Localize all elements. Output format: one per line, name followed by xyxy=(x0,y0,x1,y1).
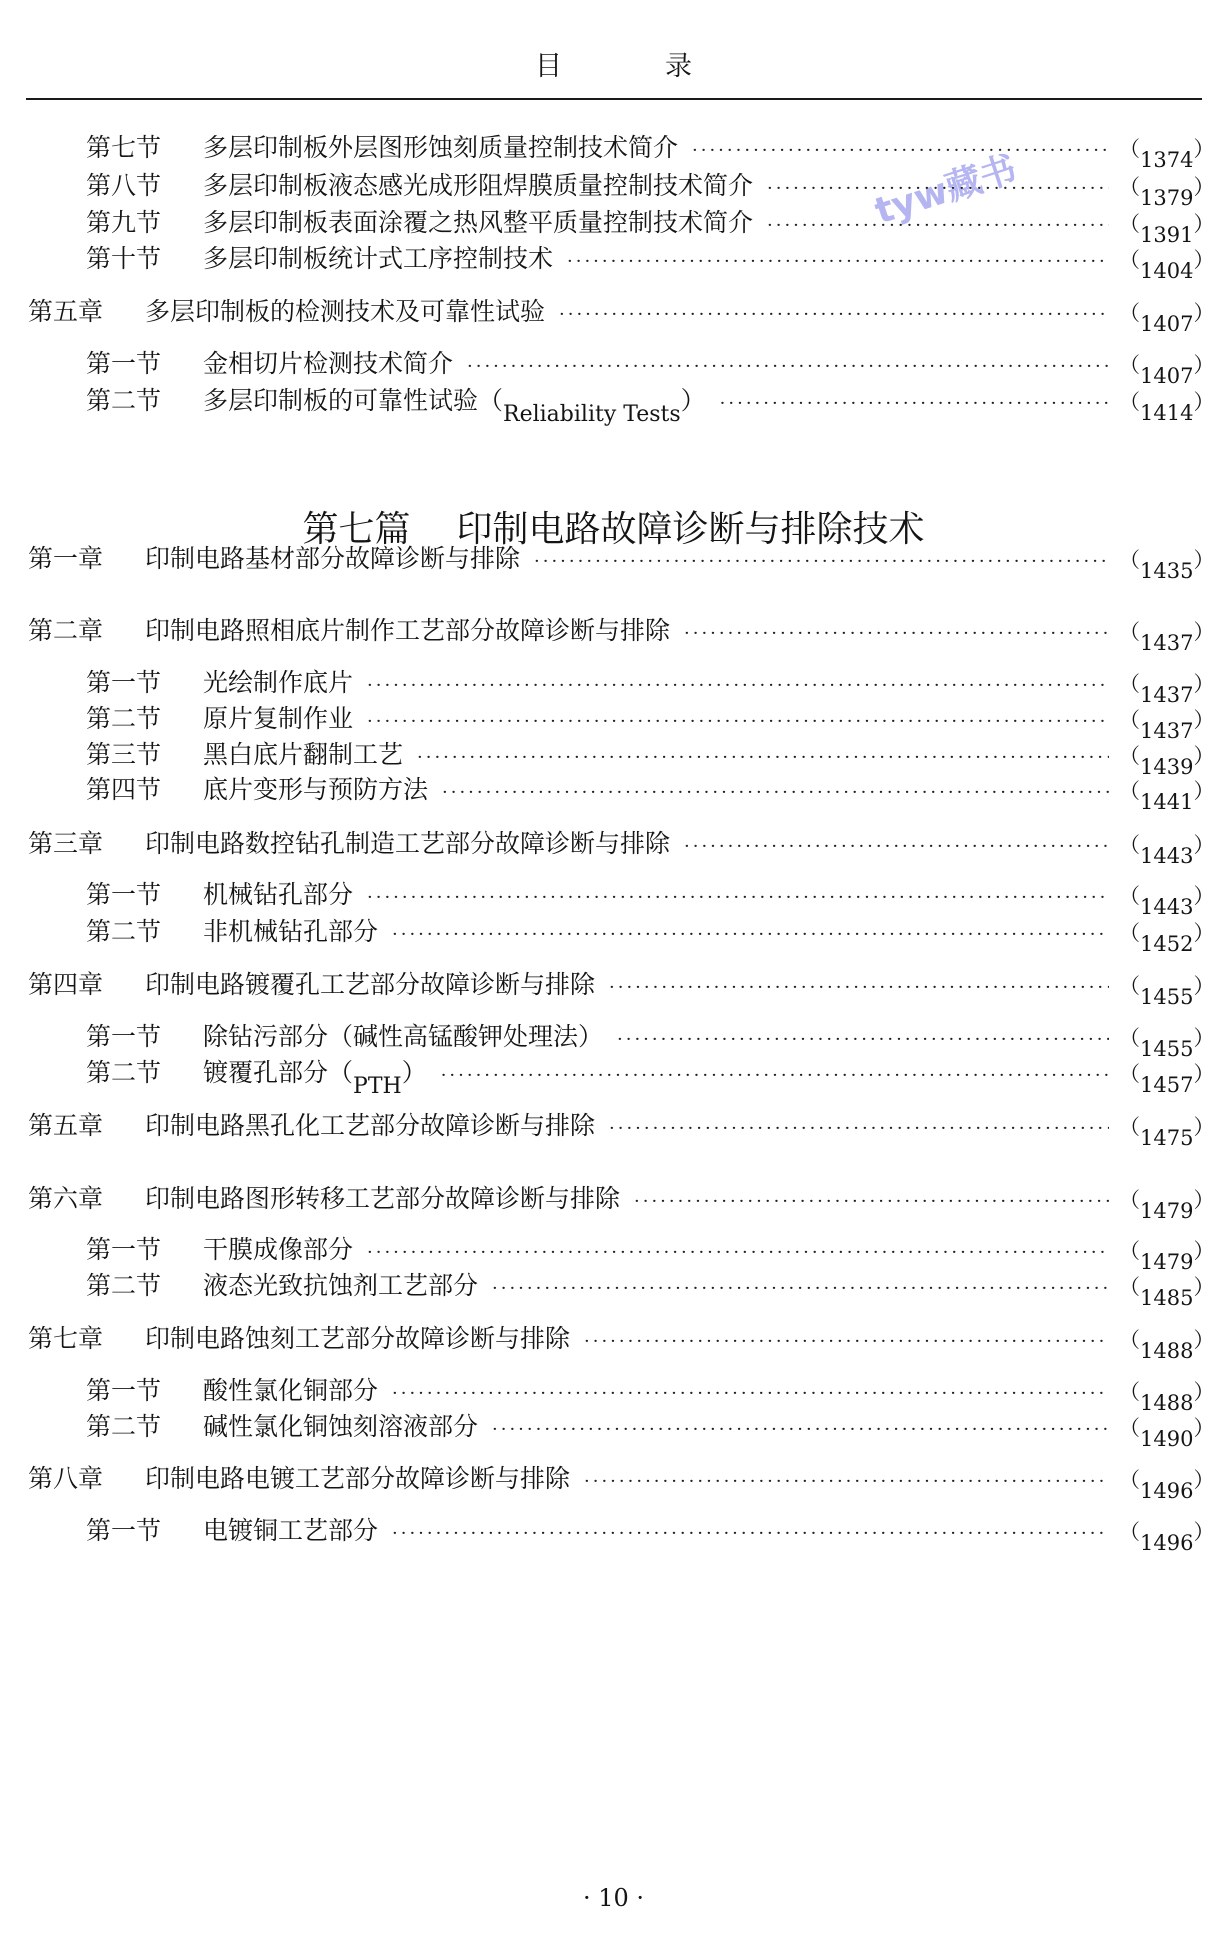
dot-leader xyxy=(392,1516,1109,1552)
toc-section-entry[interactable] xyxy=(86,383,1215,427)
entry-title-close: ） xyxy=(401,1058,427,1087)
part-title: 印制电路故障诊断与排除技术 xyxy=(456,509,925,550)
entry-label: 第四节 xyxy=(86,775,162,804)
entry-title-text: 多层印制板的检测技术及可靠性试验 xyxy=(145,297,546,326)
entry-title-text: 原片复制作业 xyxy=(203,704,354,733)
entry-label: 第四章 xyxy=(28,970,104,999)
dot-leader xyxy=(634,1184,1109,1220)
page-ref: 1443 xyxy=(1140,844,1194,868)
paren-open: （ xyxy=(1119,1115,1140,1139)
page-ref: 1443 xyxy=(1140,895,1194,919)
entry-title xyxy=(203,1373,378,1409)
entry-title xyxy=(145,1321,570,1357)
paren-open: （ xyxy=(1119,212,1140,236)
paren-open: （ xyxy=(1119,390,1140,414)
toc-section-entry[interactable] xyxy=(86,1409,1215,1451)
entry-title-close: ） xyxy=(680,386,706,415)
entry-page xyxy=(1119,827,1215,868)
entry-page xyxy=(1119,1322,1215,1363)
page-ref: 1437 xyxy=(1140,683,1194,707)
entry-title-text: 印制电路基材部分故障诊断与排除 xyxy=(145,544,521,573)
entry-title-text: 多层印制板液态感光成形阻焊膜质量控制技术简介 xyxy=(203,171,754,200)
toc-chapter-entry[interactable] xyxy=(28,294,1215,336)
page-ref: 1407 xyxy=(1140,312,1194,336)
page-ref: 1488 xyxy=(1140,1339,1194,1363)
entry-title-text: 镀覆孔部分（ xyxy=(203,1058,354,1087)
dot-leader xyxy=(720,386,1109,422)
entry-label: 第八章 xyxy=(28,1464,104,1493)
entry-label: 第五章 xyxy=(28,1111,104,1140)
entry-title-text: 机械钻孔部分 xyxy=(203,880,354,909)
paren-close: ） xyxy=(1193,1115,1215,1139)
page-ref: 1404 xyxy=(1140,259,1194,283)
paren-close: ） xyxy=(1193,1188,1215,1212)
entry-label: 第二节 xyxy=(86,704,162,733)
page-ref: 1439 xyxy=(1140,755,1194,779)
entry-title xyxy=(145,294,545,330)
toc-section-entry[interactable] xyxy=(86,701,1215,743)
paren-open: （ xyxy=(1119,1026,1140,1050)
entry-title-text: 印制电路照相底片制作工艺部分故障诊断与排除 xyxy=(145,616,671,645)
entry-label: 第一节 xyxy=(86,880,162,909)
entry-title xyxy=(203,1019,603,1055)
entry-label: 第二节 xyxy=(86,917,162,946)
toc-section-entry[interactable] xyxy=(86,1268,1215,1310)
toc-section-entry[interactable] xyxy=(86,772,1215,814)
paren-open: （ xyxy=(1119,1275,1140,1299)
paren-open: （ xyxy=(1119,137,1140,161)
entry-title-text: 印制电路黑孔化工艺部分故障诊断与排除 xyxy=(145,1111,596,1140)
paren-close: ） xyxy=(1193,1468,1215,1492)
entry-title-text: 多层印制板外层图形蚀刻质量控制技术简介 xyxy=(203,133,679,162)
entry-title xyxy=(203,205,753,241)
toc-section-entry[interactable] xyxy=(86,1055,1215,1099)
toc-chapter-entry[interactable] xyxy=(28,1108,1215,1150)
entry-title xyxy=(145,1108,595,1144)
paren-open: （ xyxy=(1119,620,1140,644)
dot-leader xyxy=(767,171,1109,207)
entry-title-text: 多层印制板的可靠性试验（ xyxy=(203,386,504,415)
paren-open: （ xyxy=(1119,974,1140,998)
page-ref: 1485 xyxy=(1140,1286,1194,1310)
toc-section-entry[interactable] xyxy=(86,737,1215,779)
paren-open: （ xyxy=(1119,1062,1140,1086)
entry-page xyxy=(1119,738,1215,779)
entry-label: 第二节 xyxy=(86,1271,162,1300)
entry-label: 第二节 xyxy=(86,386,162,415)
paren-close: ） xyxy=(1193,301,1215,325)
entry-label: 第七章 xyxy=(28,1324,104,1353)
entry-title-text: 印制电路数控钻孔制造工艺部分故障诊断与排除 xyxy=(145,829,671,858)
page-ref: 1457 xyxy=(1140,1073,1194,1097)
entry-page xyxy=(1119,773,1215,814)
paren-close: ） xyxy=(1193,779,1215,803)
dot-leader xyxy=(684,829,1109,865)
dot-leader xyxy=(684,616,1109,652)
entry-label: 第一节 xyxy=(86,1516,162,1545)
toc-section-entry[interactable] xyxy=(86,665,1215,707)
toc-section-entry[interactable] xyxy=(86,168,1215,210)
page-ref: 1374 xyxy=(1140,148,1194,172)
entry-title-text: 多层印制板统计式工序控制技术 xyxy=(203,244,554,273)
paren-close: ） xyxy=(1193,212,1215,236)
page-ref: 1455 xyxy=(1140,1037,1194,1061)
paren-open: （ xyxy=(1119,248,1140,272)
page-ref: 1479 xyxy=(1140,1199,1194,1223)
paren-close: ） xyxy=(1193,744,1215,768)
toc-chapter-entry[interactable] xyxy=(28,613,1215,655)
entry-page xyxy=(1119,1182,1215,1223)
entry-label: 第六章 xyxy=(28,1184,104,1213)
entry-title xyxy=(203,737,403,773)
paren-open: （ xyxy=(1119,175,1140,199)
entry-page xyxy=(1119,1020,1215,1061)
page-number: · 10 · xyxy=(582,1884,645,1912)
entry-title-text: 黑白底片翻制工艺 xyxy=(203,740,404,769)
entry-page xyxy=(1119,702,1215,743)
entry-page xyxy=(1119,968,1215,1009)
entry-page xyxy=(1119,915,1215,956)
entry-title xyxy=(203,1409,478,1445)
toc-section-entry[interactable] xyxy=(86,1373,1215,1415)
entry-page xyxy=(1119,1462,1215,1503)
entry-page xyxy=(1119,1056,1215,1097)
entry-label: 第八节 xyxy=(86,171,162,200)
dot-leader xyxy=(417,740,1109,776)
entry-title-text: 金相切片检测技术简介 xyxy=(203,349,454,378)
entry-page xyxy=(1119,1233,1215,1274)
paren-open: （ xyxy=(1119,921,1140,945)
dot-leader xyxy=(692,133,1109,169)
dot-leader xyxy=(584,1464,1109,1500)
toc-chapter-entry[interactable] xyxy=(28,1321,1215,1363)
paren-open: （ xyxy=(1119,779,1140,803)
entry-title-text: 印制电路电镀工艺部分故障诊断与排除 xyxy=(145,1464,571,1493)
entry-page xyxy=(1119,878,1215,919)
entry-title-text: 液态光致抗蚀剂工艺部分 xyxy=(203,1271,479,1300)
page-ref: 1407 xyxy=(1140,364,1194,388)
page-ref: 1479 xyxy=(1140,1250,1194,1274)
dot-leader xyxy=(392,1376,1109,1412)
entry-title-text: 印制电路图形转移工艺部分故障诊断与排除 xyxy=(145,1184,621,1213)
entry-title xyxy=(203,665,353,701)
entry-label: 第一节 xyxy=(86,349,162,378)
entry-title xyxy=(203,877,353,913)
entry-title-text: 光绘制作底片 xyxy=(203,668,354,697)
toc-chapter-entry[interactable] xyxy=(28,1461,1215,1503)
dot-leader xyxy=(584,1324,1109,1360)
entry-label: 第二章 xyxy=(28,616,104,645)
entry-title-text: 底片变形与预防方法 xyxy=(203,775,429,804)
part-heading xyxy=(0,505,1227,555)
entry-label: 第二节 xyxy=(86,1412,162,1441)
entry-page xyxy=(1119,1514,1215,1555)
dot-leader xyxy=(617,1022,1109,1058)
paren-close: ） xyxy=(1193,1328,1215,1352)
entry-label: 第一节 xyxy=(86,1376,162,1405)
entry-title xyxy=(203,346,453,382)
entry-title xyxy=(203,701,353,737)
page-ref: 1379 xyxy=(1140,186,1194,210)
toc-section-entry[interactable] xyxy=(86,346,1215,388)
entry-title xyxy=(145,967,595,1003)
page-ref: 1441 xyxy=(1140,790,1194,814)
entry-title-text: 多层印制板表面涂覆之热风整平质量控制技术简介 xyxy=(203,208,754,237)
paren-close: ） xyxy=(1193,1416,1215,1440)
toc-section-entry[interactable] xyxy=(86,914,1215,956)
toc-section-entry[interactable] xyxy=(86,205,1215,247)
paren-open: （ xyxy=(1119,884,1140,908)
dot-leader xyxy=(767,208,1109,244)
dot-leader xyxy=(441,1058,1109,1094)
entry-page xyxy=(1119,206,1215,247)
entry-page xyxy=(1119,1269,1215,1310)
entry-title xyxy=(203,1513,378,1549)
paren-close: ） xyxy=(1193,548,1215,572)
entry-page xyxy=(1119,1109,1215,1150)
entry-page xyxy=(1119,1410,1215,1451)
entry-title xyxy=(203,130,678,166)
entry-label: 第三章 xyxy=(28,829,104,858)
page-ref: 1490 xyxy=(1140,1427,1194,1451)
paren-close: ） xyxy=(1193,175,1215,199)
entry-title-text: 干膜成像部分 xyxy=(203,1235,354,1264)
entry-label: 第一章 xyxy=(28,544,104,573)
page-ref: 1437 xyxy=(1140,631,1194,655)
entry-label: 第七节 xyxy=(86,133,162,162)
entry-label: 第三节 xyxy=(86,740,162,769)
paren-close: ） xyxy=(1193,921,1215,945)
watermark-stamp: tyw藏书 xyxy=(870,148,1022,233)
entry-page xyxy=(1119,614,1215,655)
dot-leader xyxy=(567,244,1109,280)
entry-title-text: 除钻污部分（碱性高锰酸钾处理法） xyxy=(203,1022,604,1051)
entry-page xyxy=(1119,666,1215,707)
entry-title xyxy=(203,1055,427,1099)
paren-open: （ xyxy=(1119,1380,1140,1404)
toc-chapter-entry[interactable] xyxy=(28,826,1215,868)
toc-section-entry[interactable] xyxy=(86,130,1215,172)
entry-label: 第九节 xyxy=(86,208,162,237)
entry-label: 第一节 xyxy=(86,668,162,697)
entry-page xyxy=(1119,295,1215,336)
paren-close: ） xyxy=(1193,672,1215,696)
entry-title xyxy=(203,168,753,204)
dot-leader xyxy=(367,880,1109,916)
entry-title xyxy=(203,914,378,950)
entry-title-latin: Reliability Tests xyxy=(503,402,681,427)
entry-label: 第一节 xyxy=(86,1022,162,1051)
dot-leader xyxy=(392,917,1109,953)
dot-leader xyxy=(367,668,1109,704)
entry-page xyxy=(1119,384,1215,425)
page-ref: 1496 xyxy=(1140,1479,1194,1503)
part-number: 第七篇 xyxy=(302,509,411,550)
paren-close: ） xyxy=(1193,1062,1215,1086)
toc-section-entry[interactable] xyxy=(86,1513,1215,1555)
paren-open: （ xyxy=(1119,833,1140,857)
entry-page xyxy=(1119,242,1215,283)
paren-close: ） xyxy=(1193,137,1215,161)
toc-chapter-entry[interactable] xyxy=(28,967,1215,1009)
page-ref: 1414 xyxy=(1140,401,1194,425)
page-ref: 1475 xyxy=(1140,1126,1194,1150)
entry-label: 第五章 xyxy=(28,297,104,326)
paren-open: （ xyxy=(1119,1188,1140,1212)
paren-open: （ xyxy=(1119,708,1140,732)
page-ref: 1437 xyxy=(1140,719,1194,743)
entry-page xyxy=(1119,1374,1215,1415)
paren-open: （ xyxy=(1119,1416,1140,1440)
paren-close: ） xyxy=(1193,884,1215,908)
page-ref: 1496 xyxy=(1140,1531,1194,1555)
paren-close: ） xyxy=(1193,708,1215,732)
paren-close: ） xyxy=(1193,1026,1215,1050)
paren-open: （ xyxy=(1119,1239,1140,1263)
paren-close: ） xyxy=(1193,974,1215,998)
entry-title xyxy=(203,1268,478,1304)
entry-title-text: 酸性氯化铜部分 xyxy=(203,1376,379,1405)
entry-title xyxy=(145,1461,570,1497)
paren-open: （ xyxy=(1119,1520,1140,1544)
dot-leader xyxy=(467,349,1109,385)
page-ref: 1488 xyxy=(1140,1391,1194,1415)
entry-title xyxy=(145,613,670,649)
entry-title xyxy=(203,772,428,808)
dot-leader xyxy=(609,970,1109,1006)
entry-title-text: 电镀铜工艺部分 xyxy=(203,1516,379,1545)
toc-section-entry[interactable] xyxy=(86,241,1215,283)
dot-leader xyxy=(559,297,1109,333)
page-header-title: 目 录 xyxy=(535,51,730,82)
entry-page xyxy=(1119,347,1215,388)
paren-close: ） xyxy=(1193,1380,1215,1404)
page-ref: 1391 xyxy=(1140,223,1194,247)
dot-leader xyxy=(367,704,1109,740)
entry-title-text: 非机械钻孔部分 xyxy=(203,917,379,946)
paren-open: （ xyxy=(1119,744,1140,768)
dot-leader xyxy=(492,1412,1109,1448)
entry-title-text: 印制电路镀覆孔工艺部分故障诊断与排除 xyxy=(145,970,596,999)
paren-close: ） xyxy=(1193,1275,1215,1299)
dot-leader xyxy=(492,1271,1109,1307)
paren-close: ） xyxy=(1193,833,1215,857)
paren-open: （ xyxy=(1119,1468,1140,1492)
paren-open: （ xyxy=(1119,1328,1140,1352)
entry-label: 第二节 xyxy=(86,1058,162,1087)
entry-title-text: 碱性氯化铜蚀刻溶液部分 xyxy=(203,1412,479,1441)
dot-leader xyxy=(367,1235,1109,1271)
toc-chapter-entry[interactable] xyxy=(28,1181,1215,1223)
paren-close: ） xyxy=(1193,620,1215,644)
paren-open: （ xyxy=(1119,353,1140,377)
toc-section-entry[interactable] xyxy=(86,1019,1215,1061)
entry-title xyxy=(145,826,670,862)
paren-close: ） xyxy=(1193,353,1215,377)
paren-close: ） xyxy=(1193,390,1215,414)
paren-close: ） xyxy=(1193,1520,1215,1544)
entry-title xyxy=(203,1232,353,1268)
entry-title xyxy=(203,241,553,277)
toc-section-entry[interactable] xyxy=(86,877,1215,919)
entry-title-text: 印制电路蚀刻工艺部分故障诊断与排除 xyxy=(145,1324,571,1353)
page-ref: 1455 xyxy=(1140,985,1194,1009)
paren-close: ） xyxy=(1193,248,1215,272)
dot-leader xyxy=(609,1111,1109,1147)
entry-title xyxy=(203,383,706,427)
paren-close: ） xyxy=(1193,1239,1215,1263)
paren-open: （ xyxy=(1119,301,1140,325)
toc-section-entry[interactable] xyxy=(86,1232,1215,1274)
paren-open: （ xyxy=(1119,672,1140,696)
entry-label: 第十节 xyxy=(86,244,162,273)
entry-label: 第一节 xyxy=(86,1235,162,1264)
paren-open: （ xyxy=(1119,548,1140,572)
dot-leader xyxy=(442,775,1109,811)
entry-title-latin: PTH xyxy=(353,1074,402,1099)
page-ref: 1452 xyxy=(1140,932,1194,956)
entry-page xyxy=(1119,131,1215,172)
entry-title xyxy=(145,1181,620,1217)
page-ref: 1435 xyxy=(1140,559,1194,583)
entry-page xyxy=(1119,169,1215,210)
